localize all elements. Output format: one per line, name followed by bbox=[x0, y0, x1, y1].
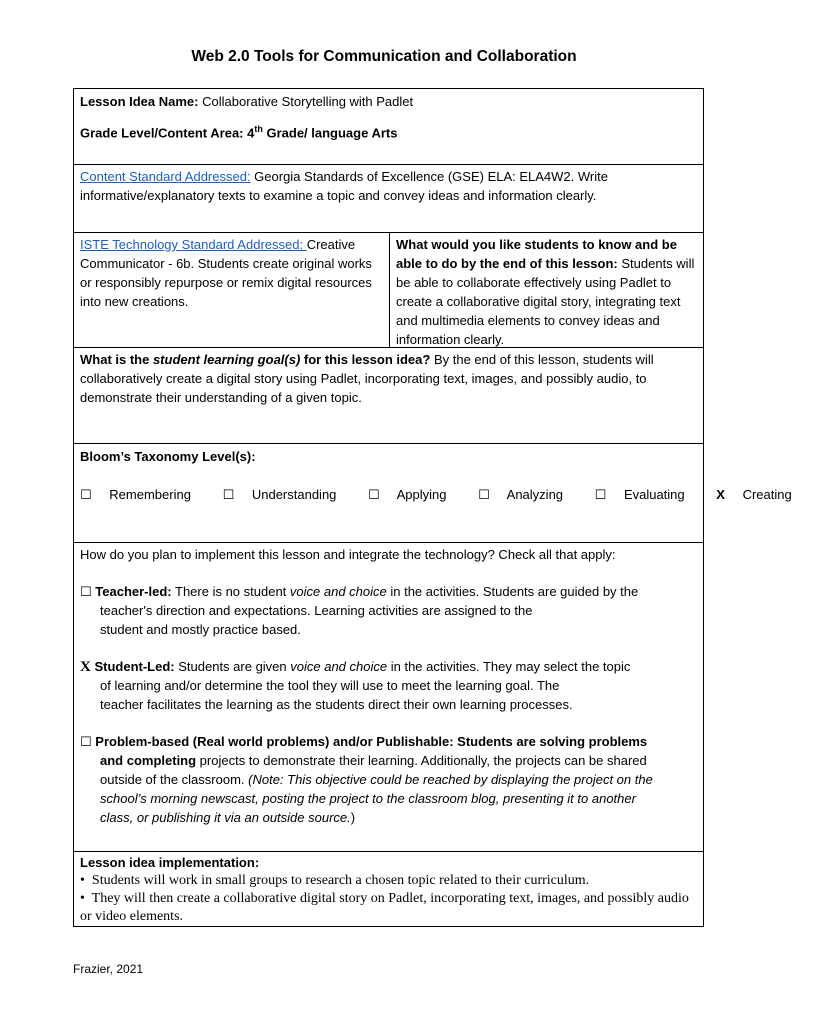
document-title: Web 2.0 Tools for Communication and Collaboration bbox=[191, 48, 577, 65]
iste-standard-link[interactable]: ISTE Technology Standard Addressed: bbox=[80, 237, 307, 252]
grade-label: Grade Level/Content Area: 4 bbox=[80, 125, 255, 141]
goal-label-a: What is the bbox=[80, 352, 153, 367]
know-cell bbox=[390, 233, 703, 347]
bloom-level-applying[interactable]: ☐ Applying bbox=[368, 487, 447, 502]
content-standard-box bbox=[73, 164, 704, 233]
standards-row bbox=[73, 232, 704, 348]
bloom-level-analyzing[interactable]: ☐ Analyzing bbox=[478, 487, 564, 502]
lesson-name-label: Lesson Idea Name: bbox=[80, 94, 199, 109]
footer-credit: Frazier, 2021 bbox=[73, 962, 144, 976]
content-standard-text: Georgia Standards of Excellence (GSE) ELA: ELA4W2. Write informative/explanatory texts to examine a topic and convey ideas and information clearly. bbox=[80, 169, 608, 203]
bloom-label: Bloom’s Taxonomy Level(s): bbox=[80, 449, 256, 464]
bloom-level-evaluating[interactable]: ☐ Evaluating bbox=[594, 487, 685, 502]
teacher-led-option[interactable]: ☐ Teacher-led: There is no student voice and choice in the activities. Students are guided by the teacher's direction and expectations. Learning activities are assigned to the student and mostly practice based. bbox=[80, 584, 639, 637]
goal-text: By the end of this lesson, students will collaboratively create a digital story using Padlet, incorporating text, images, and possibly audio, to demonstrate their understanding of a given topic. bbox=[80, 352, 654, 405]
know-label: What would you like students to know and be able to do by the end of this lesson: bbox=[396, 237, 677, 271]
student-led-option[interactable]: X Student-Led: Students are given voice and choice in the activities. They may select the topic of learning and/or determine the tool they will use to meet the learning goal. The teacher facilitates the learning as the students direct their own learning processes. bbox=[80, 659, 631, 712]
bloom-levels bbox=[80, 485, 792, 504]
implementation-label: Lesson idea implementation: bbox=[80, 855, 260, 870]
lesson-name-value: Collaborative Storytelling with Padlet bbox=[202, 94, 414, 109]
lesson-info-box bbox=[73, 88, 704, 165]
iste-cell bbox=[74, 233, 390, 347]
bloom-box bbox=[73, 443, 792, 543]
content-standard-link[interactable]: Content Standard Addressed: bbox=[80, 169, 251, 184]
goal-label-b: student learning goal(s) bbox=[152, 352, 301, 367]
iste-standard-text: Creative Communicator - 6b. Students create original works or responsibly repurpose or remix digital resources into new creations. bbox=[80, 237, 372, 309]
grade-superscript: th bbox=[254, 124, 263, 134]
bloom-level-understanding[interactable]: ☐ Understanding bbox=[222, 487, 337, 502]
grade-value: Grade/ language Arts bbox=[262, 125, 398, 141]
goal-label-c: for this lesson idea? bbox=[300, 352, 431, 367]
implementation-bullet: • They will then create a collaborative digital story on Padlet, incorporating text, images, and possibly audio or video elements. bbox=[80, 891, 689, 924]
bloom-level-remembering[interactable]: ☐ Remembering bbox=[80, 487, 191, 502]
bloom-level-creating[interactable]: X Creating bbox=[716, 487, 792, 502]
implementation-bullet: • Students will work in small groups to research a chosen topic related to their curriculum. bbox=[80, 873, 590, 888]
implement-question: How do you plan to implement this lesson and integrate the technology? Check all that apply: bbox=[80, 547, 616, 562]
know-text: Students will be able to collaborate effectively using Padlet to create a collaborative digital story, integrating text and multimedia elements to convey ideas and information clearly. bbox=[396, 256, 695, 347]
learning-goal-box bbox=[73, 347, 704, 444]
implementation-approach-box bbox=[73, 542, 704, 852]
problem-based-option[interactable]: ☐ Problem-based (Real world problems) and/or Publishable: Students are solving problems and completing projects to demonstrate their learning. Additionally, the projects can be shared outside of the classroom. (Note: This objective could be reached by displaying the project on the school’s morning newscast, posting the project to the classroom blog, presenting it to another class, or publishing it via an outside source.) bbox=[80, 734, 653, 825]
lesson-implementation-box bbox=[73, 851, 704, 927]
